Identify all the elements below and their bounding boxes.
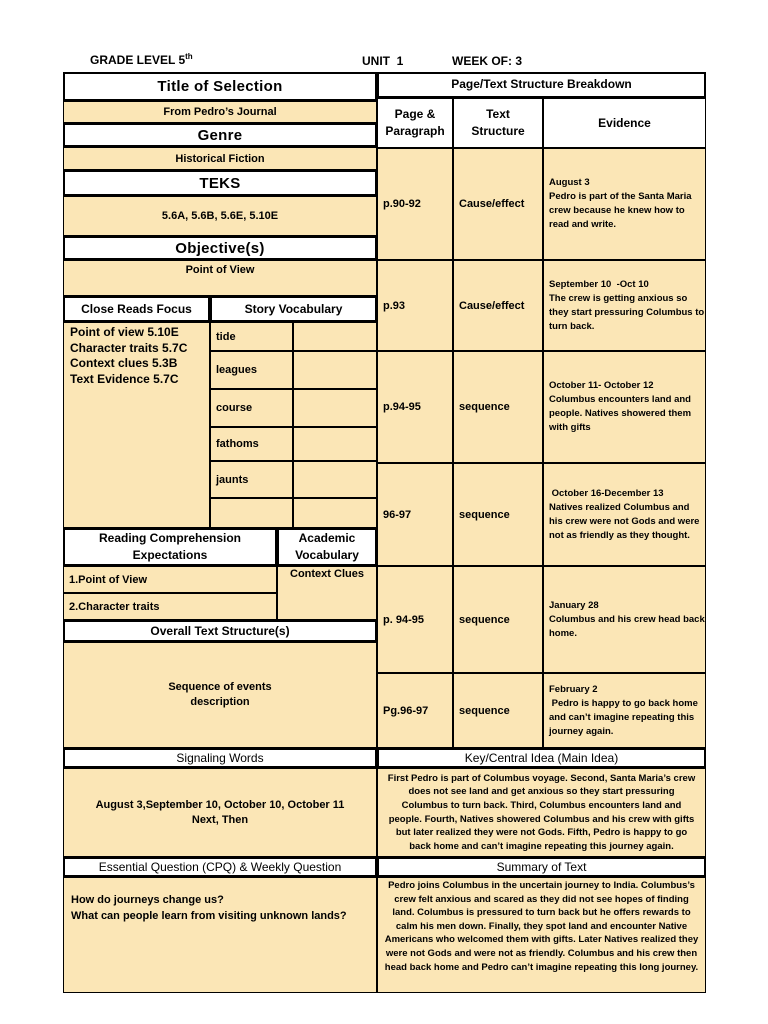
vocab-word-cell: fathoms [210, 427, 293, 461]
row-structure: sequence [453, 673, 543, 748]
grade-level-sup: th [185, 52, 193, 61]
evidence-date: October 11- October 12 [549, 380, 654, 391]
signaling-words-value [63, 768, 377, 857]
evidence-text: Pedro is happy to go back home and can’t imagine repeating this journey again. [549, 697, 701, 737]
academic-vocabulary-value: Context Clues [277, 566, 377, 620]
vocab-definition-cell [293, 322, 377, 351]
row-evidence [543, 148, 706, 260]
row-page: p. 94-95 [377, 566, 453, 673]
row-page: p.94-95 [377, 351, 453, 463]
essential-question-label: Essential Question (CPQ) & Weekly Question [63, 857, 377, 877]
summary-of-text: Pedro joins Columbus in the uncertain journey to India. Columbus’s crew felt anxious and scared as they did not see hopes of finding land. Columbus is pressured to turn back but he offers rewards to calm his men down. Finally, they spot land and encounter Native Americans who welcomed them with gifts. Later Natives realized they were not Gods and were not as friendly. Columbus and his crew then head back home and Pedro can’t imagine repeating this long journey. [377, 877, 706, 993]
summary-of-text-label: Summary of Text [377, 857, 706, 877]
vocab-word-cell: leagues [210, 351, 293, 389]
row-evidence [543, 351, 706, 463]
row-structure: Cause/effect [453, 260, 543, 351]
vocab-word-cell [210, 498, 293, 528]
teks-label: TEKS [63, 170, 377, 196]
vocab-definition-cell [293, 427, 377, 461]
unit-label: UNIT 1 [362, 54, 404, 68]
essential-line: What can people learn from visiting unknown lands? [71, 910, 347, 922]
overall-text-structure-value [63, 642, 377, 748]
row-structure: sequence [453, 463, 543, 566]
row-structure: Cause/effect [453, 148, 543, 260]
key-idea-label: Key/Central Idea (Main Idea) [377, 748, 706, 768]
week-label: WEEK OF: 3 [452, 54, 523, 68]
objective-label: Objective(s) [63, 236, 377, 260]
evidence-date: October 16-December 13 [549, 487, 664, 499]
key-idea-text: First Pedro is part of Columbus voyage. Second, Santa Maria’s crew does not see land and get anxious so they start pressuring Columbus to turn back. Third, Columbus encounters land and people. Fourth, Natives showered Columbus and his crew with gifts but later realized they were not Gods. Fifth, Pedro is happy to go back home and can’t imagine repeating this journey again. [377, 768, 706, 857]
vocab-definition-cell [293, 498, 377, 528]
row-page: p.93 [377, 260, 453, 351]
essential-question-value [63, 877, 377, 993]
objective-value: Point of View [63, 260, 377, 296]
evidence-date: September 10 -Oct 10 [549, 278, 649, 290]
col-text-structure: Text Structure [453, 98, 543, 148]
grade-level [90, 52, 193, 67]
grade-level-text: GRADE LEVEL 5 [90, 53, 186, 67]
title-of-selection-value: From Pedro’s Journal [63, 101, 377, 123]
signaling-line: Next, Then [191, 813, 249, 826]
close-reads-focus-label: Close Reads Focus [63, 296, 210, 322]
row-page: Pg.96-97 [377, 673, 453, 748]
genre-label: Genre [63, 123, 377, 147]
vocab-word-cell: course [210, 389, 293, 427]
signaling-line: August 3,September 10, October 10, October 11 [95, 798, 345, 811]
reading-comprehension-label: Reading Comprehension Expectations [63, 528, 277, 566]
evidence-text: Pedro is part of the Santa Maria crew because he knew how to read and write. [549, 191, 692, 230]
reading-comp-item: 2.Character traits [63, 593, 277, 620]
story-vocabulary-label: Story Vocabulary [210, 296, 377, 322]
vocab-word-cell: jaunts [210, 461, 293, 498]
row-evidence [543, 673, 706, 748]
evidence-text: Natives realized Columbus and his crew were not Gods and were not as friendly as they thought. [549, 501, 700, 541]
breakdown-title: Page/Text Structure Breakdown [377, 72, 706, 98]
close-reads-item: Text Evidence 5.7C [70, 371, 179, 386]
academic-vocabulary-label: Academic Vocabulary [277, 528, 377, 566]
col-evidence: Evidence [543, 98, 706, 148]
overall-structure-line: description [190, 696, 250, 708]
evidence-text: Columbus encounters land and people. Natives showered them with gifts [549, 394, 692, 433]
vocab-definition-cell [293, 461, 377, 498]
row-evidence [543, 463, 706, 566]
vocab-definition-cell [293, 351, 377, 389]
vocab-definition-cell [293, 389, 377, 427]
close-reads-list [63, 322, 210, 528]
signaling-words-label: Signaling Words [63, 748, 377, 768]
teks-value: 5.6A, 5.6B, 5.6E, 5.10E [63, 196, 377, 236]
vocab-word-cell: tide [210, 322, 293, 351]
evidence-date: January 28 [549, 599, 599, 611]
evidence-text: Columbus and his crew head back home. [549, 613, 705, 639]
reading-comp-item: 1.Point of View [63, 566, 277, 593]
row-structure: sequence [453, 351, 543, 463]
overall-text-structure-label: Overall Text Structure(s) [63, 620, 377, 642]
row-structure: sequence [453, 566, 543, 673]
col-page-paragraph: Page & Paragraph [377, 98, 453, 148]
genre-value: Historical Fiction [63, 147, 377, 170]
overall-structure-line: Sequence of events [168, 681, 272, 693]
evidence-text: The crew is getting anxious so they start pressuring Columbus to turn back. [549, 292, 705, 332]
row-page: p.90-92 [377, 148, 453, 260]
evidence-date: August 3 [549, 177, 590, 188]
row-page: 96-97 [377, 463, 453, 566]
evidence-date: February 2 [549, 683, 598, 695]
row-evidence [543, 260, 706, 351]
close-reads-item: Character traits 5.7C [70, 340, 188, 355]
essential-line: How do journeys change us? [71, 894, 224, 906]
title-of-selection-label: Title of Selection [63, 72, 377, 101]
close-reads-item: Context clues 5.3B [70, 356, 178, 370]
row-evidence [543, 566, 706, 673]
close-reads-item: Point of view 5.10E [70, 325, 179, 339]
